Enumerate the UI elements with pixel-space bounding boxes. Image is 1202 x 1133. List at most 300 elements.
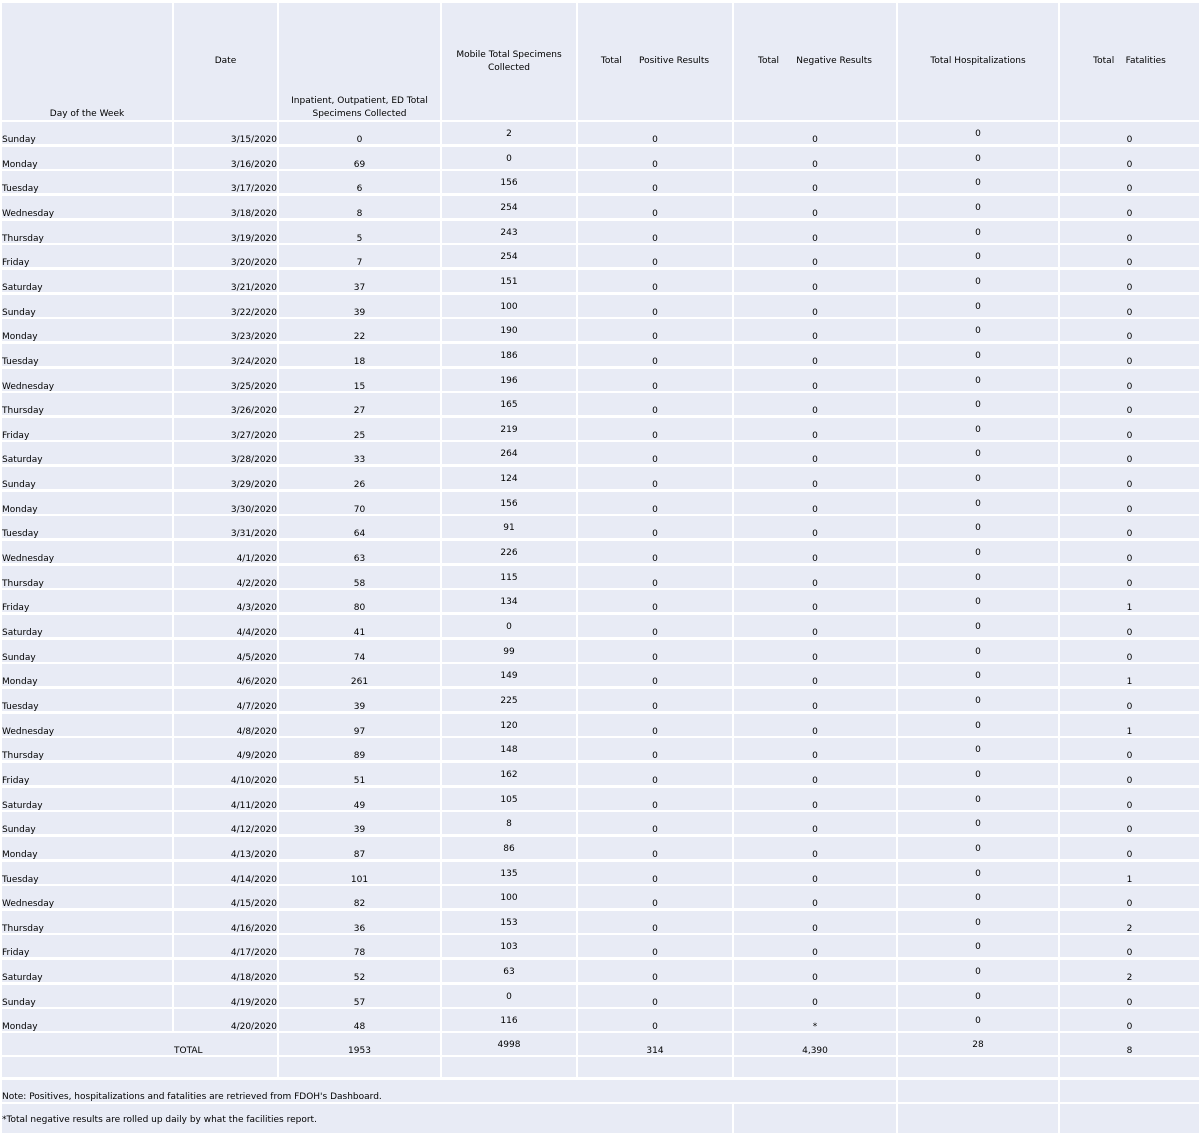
cell-fatal — [1060, 935, 1199, 957]
cell-positive-value: 0 — [652, 653, 658, 663]
cell-mobile — [442, 566, 576, 588]
cell-fatal — [1060, 985, 1199, 1007]
cell-hosp — [898, 418, 1058, 440]
cell-date-value: 4/7/2020 — [236, 702, 277, 712]
cell-day-value: Wednesday — [2, 899, 55, 909]
cell-mobile — [442, 985, 576, 1007]
cell-negative — [734, 369, 896, 391]
cell-date-value: 4/18/2020 — [230, 973, 277, 983]
cell-day-value: Sunday — [2, 135, 36, 145]
cell-hosp-value: 0 — [975, 992, 981, 1002]
cell-positive-value: 0 — [652, 973, 658, 983]
cell-day — [2, 221, 172, 243]
total-label: TOTAL — [174, 1046, 203, 1056]
cell-positive-value: 0 — [652, 677, 658, 687]
header-fatalities — [1060, 3, 1199, 120]
cell-inpatient — [279, 221, 440, 243]
cell-inpatient-value: 27 — [353, 406, 366, 416]
cell-day-value: Wednesday — [2, 727, 55, 737]
cell-positive-value: 0 — [652, 554, 658, 564]
cell-date-value: 3/24/2020 — [230, 357, 277, 367]
cell-day-value: Wednesday — [2, 209, 55, 219]
cell-inpatient — [279, 935, 440, 957]
cell-date-value: 3/30/2020 — [230, 505, 277, 515]
cell-hosp-value: 0 — [975, 745, 981, 755]
cell-mobile-value: 219 — [500, 425, 518, 435]
cell-date-value: 3/21/2020 — [230, 283, 277, 293]
cell-hosp — [898, 714, 1058, 736]
cell-fatal — [1060, 714, 1199, 736]
cell-date-value: 3/28/2020 — [230, 455, 277, 465]
cell-negative — [734, 418, 896, 440]
cell-mobile-value: 190 — [500, 326, 518, 336]
cell-hosp — [898, 467, 1058, 489]
cell-hosp-value: 0 — [975, 597, 981, 607]
cell-hosp-value: 0 — [975, 967, 981, 977]
cell-date — [174, 393, 277, 415]
cell-mobile-value: 0 — [506, 622, 512, 632]
cell-fatal-value: 0 — [1126, 357, 1133, 367]
cell-negative — [734, 245, 896, 267]
cell-negative-value: 0 — [812, 431, 818, 441]
cell-day-value: Saturday — [2, 283, 43, 293]
cell-date-value: 3/18/2020 — [230, 209, 277, 219]
cell-positive-value: 0 — [652, 382, 658, 392]
cell-fatal-value: 0 — [1126, 776, 1133, 786]
cell-positive — [578, 689, 732, 711]
cell-date-value: 4/11/2020 — [230, 801, 277, 811]
cell-hosp-value: 0 — [975, 351, 981, 361]
blank-row-e — [734, 1057, 896, 1077]
cell-positive — [578, 664, 732, 686]
note-row-1-h — [1060, 1080, 1199, 1102]
cell-inpatient-value: 261 — [350, 677, 369, 687]
cell-fatal-value: 0 — [1126, 184, 1133, 194]
header-positive — [578, 3, 732, 120]
cell-inpatient — [279, 516, 440, 538]
cell-inpatient-value: 26 — [353, 480, 366, 490]
cell-inpatient — [279, 196, 440, 218]
cell-day-value: Saturday — [2, 455, 43, 465]
cell-positive-value: 0 — [652, 258, 658, 268]
cell-negative — [734, 788, 896, 810]
cell-mobile-value: 116 — [500, 1016, 518, 1026]
cell-negative-value: 0 — [812, 554, 818, 564]
cell-mobile-value: 226 — [500, 548, 518, 558]
cell-day — [2, 171, 172, 193]
cell-day — [2, 295, 172, 317]
cell-fatal — [1060, 171, 1199, 193]
cell-fatal — [1060, 862, 1199, 884]
cell-inpatient — [279, 837, 440, 859]
note-row-2-e — [734, 1104, 896, 1133]
cell-day — [2, 714, 172, 736]
cell-inpatient-value: 89 — [353, 751, 366, 761]
cell-date-value: 3/29/2020 — [230, 480, 277, 490]
cell-mobile-value: 254 — [500, 252, 518, 262]
cell-inpatient — [279, 147, 440, 169]
cell-negative-value: 0 — [812, 751, 818, 761]
cell-day-value: Friday — [2, 776, 30, 786]
cell-mobile — [442, 590, 576, 612]
cell-hosp-value: 0 — [975, 449, 981, 459]
cell-positive — [578, 862, 732, 884]
cell-day-value: Friday — [2, 948, 30, 958]
cell-hosp-value: 0 — [975, 203, 981, 213]
cell-inpatient-value: 101 — [350, 875, 369, 885]
cell-date-value: 4/10/2020 — [230, 776, 277, 786]
cell-mobile — [442, 221, 576, 243]
cell-inpatient-value: 69 — [353, 160, 366, 170]
cell-day — [2, 763, 172, 785]
cell-fatal — [1060, 960, 1199, 982]
cell-day-value: Saturday — [2, 628, 43, 638]
cell-inpatient-value: 39 — [353, 702, 366, 712]
cell-negative-value: 0 — [812, 702, 818, 712]
cell-positive-value: 0 — [652, 702, 658, 712]
cell-positive-value: 0 — [652, 480, 658, 490]
cell-hosp-value: 0 — [975, 795, 981, 805]
cell-day-value: Tuesday — [2, 702, 39, 712]
cell-fatal — [1060, 615, 1199, 637]
cell-fatal — [1060, 812, 1199, 834]
cell-mobile — [442, 541, 576, 563]
cell-hosp — [898, 344, 1058, 366]
cell-negative-value: 0 — [812, 258, 818, 268]
cell-date-value: 3/15/2020 — [230, 135, 277, 145]
cell-fatal — [1060, 344, 1199, 366]
cell-negative-value: 0 — [812, 603, 818, 613]
cell-fatal-value: 0 — [1126, 1022, 1133, 1032]
cell-inpatient — [279, 492, 440, 514]
cell-mobile — [442, 418, 576, 440]
cell-mobile — [442, 1009, 576, 1031]
cell-mobile — [442, 245, 576, 267]
cell-mobile — [442, 886, 576, 908]
cell-inpatient — [279, 541, 440, 563]
cell-fatal-value: 0 — [1126, 505, 1133, 515]
cell-negative-value: 0 — [812, 184, 818, 194]
cell-negative-value: 0 — [812, 308, 818, 318]
cell-date — [174, 147, 277, 169]
cell-positive — [578, 319, 732, 341]
cell-fatal-value: 0 — [1126, 529, 1133, 539]
cell-negative-value: 0 — [812, 505, 818, 515]
cell-day — [2, 245, 172, 267]
cell-fatal-value: 0 — [1126, 653, 1133, 663]
cell-negative — [734, 985, 896, 1007]
total-label-cell — [2, 1033, 277, 1055]
cell-positive — [578, 788, 732, 810]
cell-positive — [578, 467, 732, 489]
cell-mobile-value: 243 — [500, 228, 518, 238]
cell-mobile — [442, 171, 576, 193]
cell-positive-value: 0 — [652, 603, 658, 613]
cell-fatal — [1060, 1009, 1199, 1031]
cell-positive — [578, 196, 732, 218]
cell-hosp — [898, 812, 1058, 834]
cell-hosp-value: 0 — [975, 721, 981, 731]
cell-positive — [578, 393, 732, 415]
cell-fatal — [1060, 541, 1199, 563]
cell-inpatient-value: 41 — [353, 628, 366, 638]
cell-mobile-value: 165 — [500, 400, 518, 410]
cell-day — [2, 147, 172, 169]
cell-hosp-value: 0 — [975, 671, 981, 681]
cell-day — [2, 960, 172, 982]
cell-date-value: 4/14/2020 — [230, 875, 277, 885]
cell-hosp — [898, 270, 1058, 292]
cell-day — [2, 1009, 172, 1031]
cell-day-value: Thursday — [2, 751, 44, 761]
cell-hosp — [898, 122, 1058, 144]
cell-positive-value: 0 — [652, 628, 658, 638]
cell-negative — [734, 935, 896, 957]
cell-fatal — [1060, 590, 1199, 612]
cell-fatal — [1060, 442, 1199, 464]
cell-negative — [734, 738, 896, 760]
cell-negative — [734, 615, 896, 637]
cell-positive — [578, 492, 732, 514]
cell-hosp-value: 0 — [975, 129, 981, 139]
cell-positive — [578, 295, 732, 317]
cell-positive — [578, 171, 732, 193]
cell-mobile — [442, 862, 576, 884]
cell-fatal-value: 0 — [1126, 480, 1133, 490]
cell-day — [2, 911, 172, 933]
cell-day — [2, 442, 172, 464]
cell-negative-value: * — [812, 1022, 818, 1032]
cell-hosp — [898, 221, 1058, 243]
cell-hosp-value: 0 — [975, 523, 981, 533]
cell-mobile-value: 186 — [500, 351, 518, 361]
cell-hosp — [898, 689, 1058, 711]
cell-hosp — [898, 245, 1058, 267]
cell-positive — [578, 516, 732, 538]
cell-negative — [734, 122, 896, 144]
cell-negative — [734, 319, 896, 341]
cell-negative-value: 0 — [812, 160, 818, 170]
cell-hosp — [898, 319, 1058, 341]
cell-hosp — [898, 295, 1058, 317]
cell-fatal — [1060, 369, 1199, 391]
cell-fatal-value: 0 — [1126, 308, 1133, 318]
cell-date — [174, 886, 277, 908]
cell-positive-value: 0 — [652, 135, 658, 145]
cell-negative-value: 0 — [812, 875, 818, 885]
cell-day-value: Monday — [2, 677, 38, 687]
cell-positive-value: 0 — [652, 899, 658, 909]
cell-mobile — [442, 344, 576, 366]
cell-date — [174, 1009, 277, 1031]
cell-negative — [734, 689, 896, 711]
cell-hosp — [898, 862, 1058, 884]
cell-positive — [578, 935, 732, 957]
cell-day-value: Saturday — [2, 973, 43, 983]
cell-hosp-value: 0 — [975, 844, 981, 854]
cell-positive — [578, 541, 732, 563]
note-1: Note: Positives, hospitalizations and fatalities are retrieved from FDOH's Dashboard. — [2, 1092, 382, 1102]
cell-mobile-value: 134 — [500, 597, 518, 607]
cell-negative — [734, 812, 896, 834]
cell-positive-value: 0 — [652, 160, 658, 170]
cell-hosp-value: 0 — [975, 942, 981, 952]
total-hosp-cell — [898, 1033, 1058, 1055]
cell-date — [174, 615, 277, 637]
cell-fatal — [1060, 911, 1199, 933]
cell-positive — [578, 369, 732, 391]
cell-day-value: Sunday — [2, 653, 36, 663]
cell-positive — [578, 122, 732, 144]
cell-mobile — [442, 369, 576, 391]
cell-inpatient-value: 70 — [353, 505, 366, 515]
cell-negative-value: 0 — [812, 209, 818, 219]
cell-negative-value: 0 — [812, 899, 818, 909]
cell-inpatient — [279, 689, 440, 711]
cell-negative-value: 0 — [812, 283, 818, 293]
cell-fatal-value: 0 — [1126, 702, 1133, 712]
cell-positive — [578, 1009, 732, 1031]
cell-mobile — [442, 689, 576, 711]
cell-mobile-value: 100 — [500, 893, 518, 903]
cell-positive-value: 0 — [652, 825, 658, 835]
cell-day — [2, 492, 172, 514]
cell-hosp-value: 0 — [975, 252, 981, 262]
total-positive-cell — [578, 1033, 732, 1055]
cell-positive — [578, 714, 732, 736]
header-date — [174, 3, 277, 120]
cell-positive-value: 0 — [652, 332, 658, 342]
cell-negative-value: 0 — [812, 382, 818, 392]
cell-inpatient-value: 87 — [353, 850, 366, 860]
cell-positive-value: 0 — [652, 283, 658, 293]
cell-date — [174, 640, 277, 662]
cell-positive — [578, 245, 732, 267]
total-fatal: 8 — [1126, 1046, 1133, 1056]
cell-date-value: 3/22/2020 — [230, 308, 277, 318]
cell-fatal-value: 0 — [1126, 160, 1133, 170]
cell-negative — [734, 171, 896, 193]
cell-mobile — [442, 492, 576, 514]
cell-positive-value: 0 — [652, 998, 658, 1008]
cell-positive-value: 0 — [652, 850, 658, 860]
cell-inpatient-value: 37 — [353, 283, 366, 293]
cell-inpatient-value: 74 — [353, 653, 366, 663]
cell-negative — [734, 492, 896, 514]
cell-negative — [734, 147, 896, 169]
cell-day-value: Tuesday — [2, 184, 39, 194]
cell-date-value: 4/6/2020 — [236, 677, 277, 687]
total-negative-cell — [734, 1033, 896, 1055]
cell-positive — [578, 147, 732, 169]
cell-day-value: Thursday — [2, 924, 44, 934]
cell-inpatient-value: 39 — [353, 825, 366, 835]
cell-mobile — [442, 393, 576, 415]
cell-inpatient-value: 64 — [353, 529, 366, 539]
cell-day-value: Thursday — [2, 579, 44, 589]
cell-date — [174, 664, 277, 686]
cell-date — [174, 418, 277, 440]
cell-negative — [734, 837, 896, 859]
cell-inpatient — [279, 911, 440, 933]
header-mobile-label: Mobile Total Specimens — [456, 50, 562, 60]
cell-negative — [734, 566, 896, 588]
cell-inpatient — [279, 788, 440, 810]
header-fatalities-label: Total Fatalities — [1093, 56, 1166, 66]
cell-mobile-value: 115 — [500, 573, 518, 583]
cell-inpatient-value: 48 — [353, 1022, 366, 1032]
cell-hosp-value: 0 — [975, 178, 981, 188]
cell-day-value: Tuesday — [2, 875, 39, 885]
cell-date-value: 4/13/2020 — [230, 850, 277, 860]
cell-fatal-value: 0 — [1126, 899, 1133, 909]
cell-day-value: Wednesday — [2, 382, 55, 392]
cell-negative-value: 0 — [812, 973, 818, 983]
cell-mobile-value: 103 — [500, 942, 518, 952]
total-negative: 4,390 — [802, 1046, 828, 1056]
cell-positive-value: 0 — [652, 308, 658, 318]
cell-fatal — [1060, 122, 1199, 144]
cell-fatal-value: 0 — [1126, 850, 1133, 860]
cell-day-value: Sunday — [2, 480, 36, 490]
cell-mobile — [442, 714, 576, 736]
cell-positive-value: 0 — [652, 455, 658, 465]
cell-date-value: 3/23/2020 — [230, 332, 277, 342]
cell-hosp-value: 0 — [975, 696, 981, 706]
cell-hosp — [898, 788, 1058, 810]
cell-mobile-value: 0 — [506, 154, 512, 164]
cell-hosp — [898, 393, 1058, 415]
cell-inpatient-value: 8 — [356, 209, 363, 219]
cell-mobile-value: 153 — [500, 918, 518, 928]
cell-mobile — [442, 442, 576, 464]
cell-hosp — [898, 566, 1058, 588]
cell-positive — [578, 911, 732, 933]
cell-fatal — [1060, 196, 1199, 218]
cell-day-value: Tuesday — [2, 529, 39, 539]
cell-mobile-value: 254 — [500, 203, 518, 213]
cell-date — [174, 467, 277, 489]
cell-day-value: Thursday — [2, 234, 44, 244]
cell-fatal-value: 0 — [1126, 332, 1133, 342]
cell-mobile — [442, 319, 576, 341]
cell-fatal — [1060, 640, 1199, 662]
cell-fatal — [1060, 319, 1199, 341]
cell-negative-value: 0 — [812, 628, 818, 638]
cell-mobile-value: 151 — [500, 277, 518, 287]
cell-day — [2, 738, 172, 760]
cell-fatal — [1060, 763, 1199, 785]
cell-mobile — [442, 147, 576, 169]
cell-positive-value: 0 — [652, 209, 658, 219]
cell-hosp — [898, 615, 1058, 637]
cell-hosp — [898, 837, 1058, 859]
note-row-2-f — [898, 1104, 1058, 1133]
cell-mobile — [442, 911, 576, 933]
cell-mobile — [442, 837, 576, 859]
blank-row-c — [442, 1057, 576, 1077]
cell-date-value: 3/16/2020 — [230, 160, 277, 170]
cell-mobile-value: 99 — [503, 647, 515, 657]
cell-inpatient-value: 5 — [356, 234, 363, 244]
cell-hosp — [898, 147, 1058, 169]
cell-day — [2, 516, 172, 538]
cell-negative — [734, 295, 896, 317]
cell-mobile — [442, 295, 576, 317]
cell-negative-value: 0 — [812, 234, 818, 244]
cell-negative-value: 0 — [812, 357, 818, 367]
cell-inpatient-value: 33 — [353, 455, 366, 465]
